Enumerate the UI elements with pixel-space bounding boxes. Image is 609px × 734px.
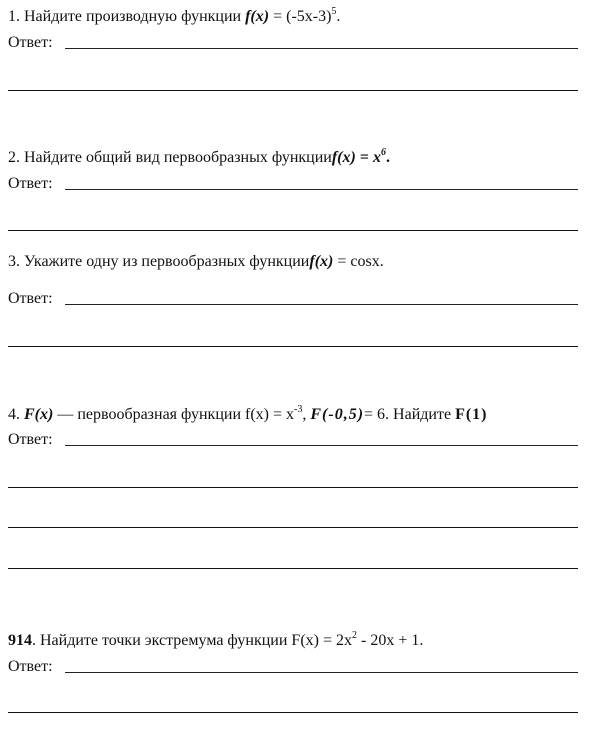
task-2-equals: = bbox=[359, 149, 369, 166]
task-1-answer-label: Ответ: bbox=[8, 34, 53, 51]
task-2-text: Найдите общий вид первообразных функции bbox=[24, 149, 332, 166]
task-3-equals: = bbox=[337, 253, 347, 270]
task-914-number: 914 bbox=[8, 632, 32, 649]
task-3-statement bbox=[8, 253, 384, 271]
task-2-answer-blank[interactable] bbox=[65, 189, 578, 190]
task-4-answer-field[interactable] bbox=[8, 431, 578, 449]
task-4-answer-line-1[interactable] bbox=[8, 487, 578, 488]
task-4-exponent: -3 bbox=[294, 404, 303, 415]
task-2-expression: x bbox=[372, 149, 381, 166]
task-914-exponent: 2 bbox=[352, 630, 357, 641]
task-3-answer-label: Ответ: bbox=[8, 290, 53, 307]
task-4-number: 4. bbox=[8, 406, 20, 423]
task-3-number: 3. bbox=[8, 253, 20, 270]
task-914-rest: - 20x + 1. bbox=[357, 632, 424, 649]
task-4-statement bbox=[8, 406, 488, 424]
task-3-answer-line[interactable] bbox=[8, 346, 578, 347]
task-1-equals: = bbox=[273, 8, 283, 25]
task-3-text: Укажите одну из первообразных функции bbox=[24, 253, 310, 270]
task-2-tail: . bbox=[385, 149, 390, 166]
task-914-answer-blank[interactable] bbox=[65, 672, 578, 673]
task-4-condition-rest: = 6. Найдите bbox=[364, 406, 452, 423]
task-4-answer-label: Ответ: bbox=[8, 431, 53, 448]
task-914-text: . Найдите точки экстремума функции F(x) = 2x bbox=[32, 632, 352, 649]
task-4-text: — первообразная функции f(x) = x bbox=[57, 406, 295, 423]
task-2-number: 2. bbox=[8, 149, 20, 166]
task-2-answer-line[interactable] bbox=[8, 230, 578, 231]
task-2-statement bbox=[8, 149, 390, 167]
task-4-condition: F(-0,5) bbox=[310, 406, 365, 423]
task-4-answer-line-3[interactable] bbox=[8, 568, 578, 569]
task-4-target: F(1) bbox=[455, 406, 488, 423]
task-1-answer-field[interactable] bbox=[8, 34, 578, 52]
task-1-statement bbox=[8, 8, 340, 26]
task-1-answer-line[interactable] bbox=[8, 90, 578, 91]
task-1-expression: (-5x-3) bbox=[286, 8, 332, 25]
task-4-answer-line-2[interactable] bbox=[8, 527, 578, 528]
task-2-answer-label: Ответ: bbox=[8, 175, 53, 192]
task-914-statement bbox=[8, 632, 423, 650]
task-3-answer-blank[interactable] bbox=[65, 304, 578, 305]
task-914-answer-line[interactable] bbox=[8, 712, 578, 713]
task-2-function: f(x) bbox=[331, 149, 356, 166]
task-914-answer-field[interactable] bbox=[8, 658, 578, 676]
task-914-answer-label: Ответ: bbox=[8, 658, 53, 675]
task-4-comma: , bbox=[302, 406, 307, 423]
task-2-answer-field[interactable] bbox=[8, 175, 578, 193]
task-1-number: 1. bbox=[8, 8, 20, 25]
task-4-answer-blank[interactable] bbox=[65, 445, 578, 446]
task-3-expression: cosx. bbox=[350, 253, 384, 270]
task-3-answer-field[interactable] bbox=[8, 290, 578, 308]
task-3-function: f(x) bbox=[309, 253, 334, 270]
task-4-function: F(x) bbox=[24, 406, 54, 423]
task-1-function: f(x) bbox=[245, 8, 270, 25]
task-1-exponent: 5 bbox=[331, 6, 337, 17]
task-1-tail: . bbox=[336, 8, 341, 25]
task-1-text: Найдите производную функции bbox=[24, 8, 242, 25]
task-1-answer-blank[interactable] bbox=[65, 48, 578, 49]
task-2-exponent: 6 bbox=[380, 147, 386, 158]
